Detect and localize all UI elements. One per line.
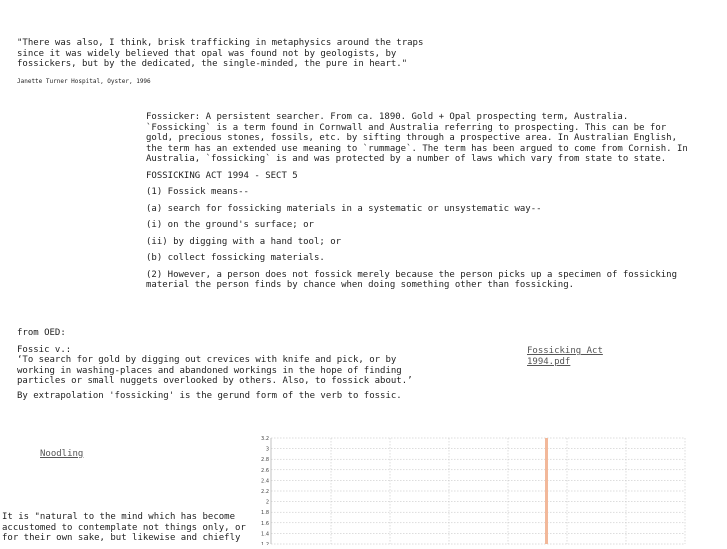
act-clause: (a) search for fossicking materials in a systematic or unsystematic way--: [146, 203, 542, 214]
epigraph-attribution: Janette Turner Hospital, Oyster, 1996: [17, 78, 151, 85]
chart: [255, 432, 695, 549]
oed-heading: from OED:: [17, 328, 66, 338]
oed-block: [17, 328, 437, 407]
act-clause: (i) on the ground's surface; or: [146, 220, 314, 230]
epigraph-quote: "There was also, I think, brisk trafficking in metaphysics around the traps since it was widely believed that opal was found not by geologists, by fossickers, but by the dedicated, the single-minded, the pure in heart.": [17, 38, 424, 69]
y-tick-label: 2: [265, 499, 269, 506]
y-tick-label: 2.6: [261, 467, 269, 474]
y-tick-label: 2.8: [261, 457, 269, 464]
act-title: FOSSICKING ACT 1994 - SECT 5: [146, 170, 298, 181]
oed-headword: Fossic v.:: [17, 344, 72, 355]
fossicking-act-pdf-link[interactable]: Fossicking Act 1994.pdf: [527, 346, 603, 367]
oed-definition: ‘To search for gold by digging out crevices with knife and pick, or by working in washing-places and abandoned workings in the hope of finding particles or small nuggets overlooked by others. Also, to fossick about.’: [17, 355, 413, 386]
y-tick-label: 2.2: [261, 489, 269, 495]
oed-note: By extrapolation 'fossicking' is the gerund form of the verb to fossic.: [17, 390, 402, 401]
y-tick-label: 1.6: [261, 520, 269, 527]
act-clause: (b) collect fossicking materials.: [146, 253, 325, 263]
y-tick-label: 1.2: [261, 542, 269, 545]
y-tick-label: 3: [265, 446, 269, 453]
definition-block: [146, 112, 691, 297]
act-clause: (ii) by digging with a hand tool; or: [146, 236, 342, 247]
y-tick-label: 1.4: [261, 531, 269, 538]
chart-svg: [255, 432, 695, 545]
noodling-link[interactable]: Noodling: [40, 449, 84, 459]
fossicker-definition: Fossicker: A persistent searcher. From ca. 1890. Gold + Opal prospecting term, Australia. `Fossicking` is a term found in Cornwall and Australia referring to prospecting. This can be for gold, precious stones, fossils, etc. by sifting through a prospective area. In Australian English, the term has an extended use meaning to `rummage`. The term has been argued to come from Cornish. In Australia, `fossicking` is and was protected by a number of laws which vary from state to state.: [146, 112, 688, 164]
y-tick-label: 3.2: [261, 436, 269, 442]
oed-entry: [17, 345, 437, 387]
data-bar: [545, 438, 548, 544]
bottom-quote-text: It is "natural to the mind which has become accustomed to contemplate not things only, or for their own sake, but likewise and chiefly: [2, 512, 246, 543]
act-clause: (1) Fossick means--: [146, 187, 249, 197]
y-tick-label: 2.4: [261, 478, 269, 485]
act-clause: (2) However, a person does not fossick merely because the person picks up a specimen of fossicking material the person finds by chance when doing something other than fossicking.: [146, 269, 678, 290]
y-tick-label: 1.8: [261, 510, 269, 517]
